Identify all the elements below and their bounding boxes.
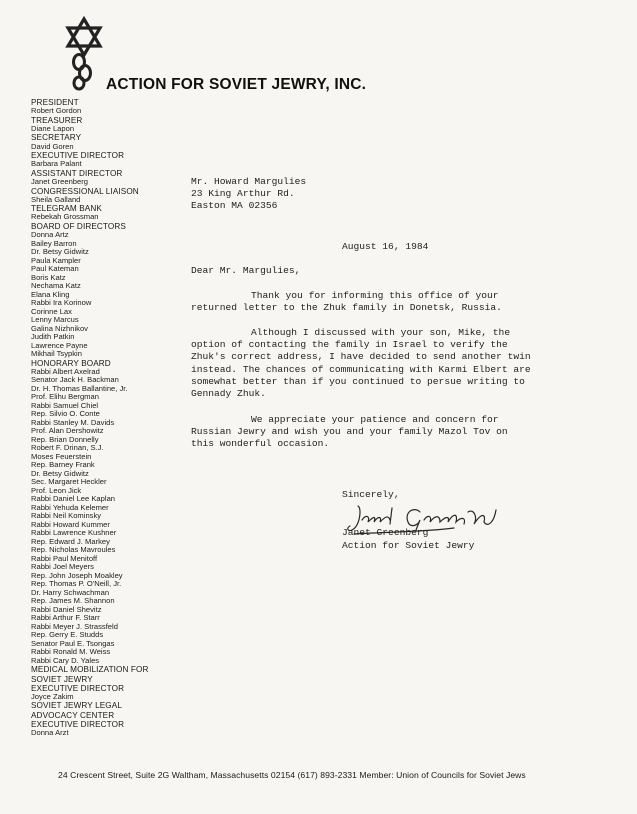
sidebar-name: Prof. Alan Dershowitz <box>31 426 104 436</box>
sidebar-name: Rabbi Yehuda Kelemer <box>31 502 109 512</box>
body-paragraph: Thank you for informing this office of your returned letter to the Zhuk family in Donetsk, Russia. <box>191 290 502 314</box>
salutation: Dear Mr. Margulies, <box>191 265 301 276</box>
signer-name: Janet Greenberg <box>342 527 429 538</box>
sidebar-name: Moses Feuerstein <box>31 451 92 461</box>
sidebar-name: Rabbi Meyer J. Strassfeld <box>31 621 118 631</box>
sidebar-officers <box>31 98 161 738</box>
closing: Sincerely, <box>342 489 400 500</box>
sidebar-name: Joyce Zakim <box>31 691 74 701</box>
sidebar-role: SECRETARY <box>31 133 82 143</box>
sidebar-name: Paula Kampler <box>31 255 81 265</box>
sidebar-name: David Goren <box>31 141 74 151</box>
sidebar-name: Rebekah Grossman <box>31 212 99 222</box>
sidebar-name: Rep. Thomas P. O'Neill, Jr. <box>31 579 122 589</box>
sidebar-name: Rabbi Albert Axelrad <box>31 366 100 376</box>
sidebar-role: MEDICAL MOBILIZATION FOR SOVIET JEWRY <box>31 665 149 684</box>
sidebar-name: Rep. James M. Shannon <box>31 596 115 606</box>
sidebar-name: Diane Lapon <box>31 123 75 133</box>
sidebar-role: BOARD OF DIRECTORS <box>31 221 126 231</box>
body-paragraph: Although I discussed with your son, Mike, the option of contacting the family in Israel to verify the Zhuk's correct address, I have decided to send another twin instead. The chances of communicating with Karmi Elbert are somewhat better than if you continued to persue writing to Gennady Zhuk. <box>191 327 531 400</box>
sidebar-name: Dr. Betsy Gidwitz <box>31 247 89 257</box>
sidebar-name: Dr. H. Thomas Ballantine, Jr. <box>31 383 128 393</box>
sidebar-name: Rabbi Samuel Chiel <box>31 400 99 410</box>
sidebar-name: Boris Katz <box>31 272 66 282</box>
star-of-david-chain-icon <box>64 16 104 92</box>
sidebar-role: CONGRESSIONAL LIAISON <box>31 186 139 196</box>
sidebar-name: Robert F. Drinan, S.J. <box>31 443 104 453</box>
sidebar-name: Rabbi Lawrence Kushner <box>31 528 117 538</box>
letter-date: August 16, 1984 <box>342 241 429 252</box>
sidebar-name: Prof. Elihu Bergman <box>31 392 99 402</box>
sidebar-name: Rep. Gerry E. Studds <box>31 630 104 640</box>
sidebar-role: EXECUTIVE DIRECTOR <box>31 719 125 729</box>
address-line: 23 King Arthur Rd. <box>191 188 295 200</box>
sidebar-name: Rabbi Cary D. Yales <box>31 655 100 665</box>
signer-organization: Action for Soviet Jewry <box>342 540 475 551</box>
sidebar-name: Rep. Edward J. Markey <box>31 536 110 546</box>
sidebar-name: Dr. Harry Schwachman <box>31 587 110 597</box>
sidebar-name: Lawrence Payne <box>31 340 88 350</box>
sidebar-role: HONORARY BOARD <box>31 358 111 368</box>
sidebar-name: Rep. Brian Donnelly <box>31 434 99 444</box>
address-line: Easton MA 02356 <box>191 200 278 212</box>
sidebar-role: PRESIDENT <box>31 98 79 107</box>
sidebar-role: SOVIET JEWRY LEGAL ADVOCACY CENTER <box>31 701 122 720</box>
sidebar-name: Rep. Silvio O. Conte <box>31 409 100 419</box>
sidebar-name: Rabbi Ira Korinow <box>31 298 92 308</box>
sidebar-role: EXECUTIVE DIRECTOR <box>31 151 125 161</box>
sidebar-name: Rabbi Neil Kominsky <box>31 511 102 521</box>
sidebar-name: Mikhail Tsypkin <box>31 349 82 359</box>
recipient-address <box>191 176 521 213</box>
sidebar-name: Senator Jack H. Backman <box>31 375 119 385</box>
sidebar-name: Paul Kateman <box>31 264 79 274</box>
sidebar-name: Bailey Barron <box>31 238 77 248</box>
sidebar-name: Prof. Leon Jick <box>31 485 82 495</box>
sidebar-name: Barbara Palant <box>31 159 82 169</box>
sidebar-name: Rep. John Joseph Moakley <box>31 570 123 580</box>
sidebar-name: Senator Paul E. Tsongas <box>31 638 115 648</box>
sidebar-name: Rabbi Stanley M. Davids <box>31 417 115 427</box>
sidebar-role: TREASURER <box>31 115 83 125</box>
sidebar-name: Rep. Nicholas Mavroules <box>31 545 116 555</box>
sidebar-name: Donna Artz <box>31 230 69 240</box>
sidebar-role: EXECUTIVE DIRECTOR <box>31 683 125 693</box>
sidebar-name: Donna Arzt <box>31 728 69 738</box>
body-paragraph: We appreciate your patience and concern for Russian Jewry and wish you and your family Mazol Tov on this wonderful occasion. <box>191 414 508 450</box>
sidebar-name: Rabbi Paul Menitoff <box>31 553 98 563</box>
sidebar-name: Sheila Galland <box>31 194 81 204</box>
organization-name: ACTION FOR SOVIET JEWRY, INC. <box>106 76 367 93</box>
footer-address: 24 Crescent Street, Suite 2G Waltham, Massachusetts 02154 (617) 893-2331 Member: Union of Councils for Soviet Jews <box>58 770 526 780</box>
sidebar-name: Corinne Lax <box>31 306 72 316</box>
sidebar-name: Robert Gordon <box>31 106 82 116</box>
sidebar-name: Judith Patkin <box>31 332 75 342</box>
sidebar-name: Nechama Katz <box>31 281 81 291</box>
sidebar-name: Rabbi Arthur F. Starr <box>31 613 100 623</box>
sidebar-name: Janet Greenberg <box>31 177 88 187</box>
sidebar-name: Galina Nizhnikov <box>31 323 88 333</box>
sidebar-name: Rep. Barney Frank <box>31 460 95 470</box>
sidebar-name: Rabbi Ronald M. Weiss <box>31 647 111 657</box>
sidebar-name: Rabbi Daniel Lee Kaplan <box>31 494 116 504</box>
sidebar-name: Rabbi Howard Kummer <box>31 519 110 529</box>
sidebar-name: Dr. Betsy Gidwitz <box>31 468 89 478</box>
sidebar-role: TELEGRAM BANK <box>31 204 102 214</box>
sidebar-name: Elana Kling <box>31 289 70 299</box>
sidebar-name: Rabbi Joel Meyers <box>31 562 94 572</box>
sidebar-role: ASSISTANT DIRECTOR <box>31 168 123 178</box>
sidebar-name: Rabbi Daniel Shevitz <box>31 604 102 614</box>
sidebar-name: Sec. Margaret Heckler <box>31 477 107 487</box>
sidebar-name: Lenny Marcus <box>31 315 79 325</box>
address-line: Mr. Howard Margulies <box>191 176 307 187</box>
